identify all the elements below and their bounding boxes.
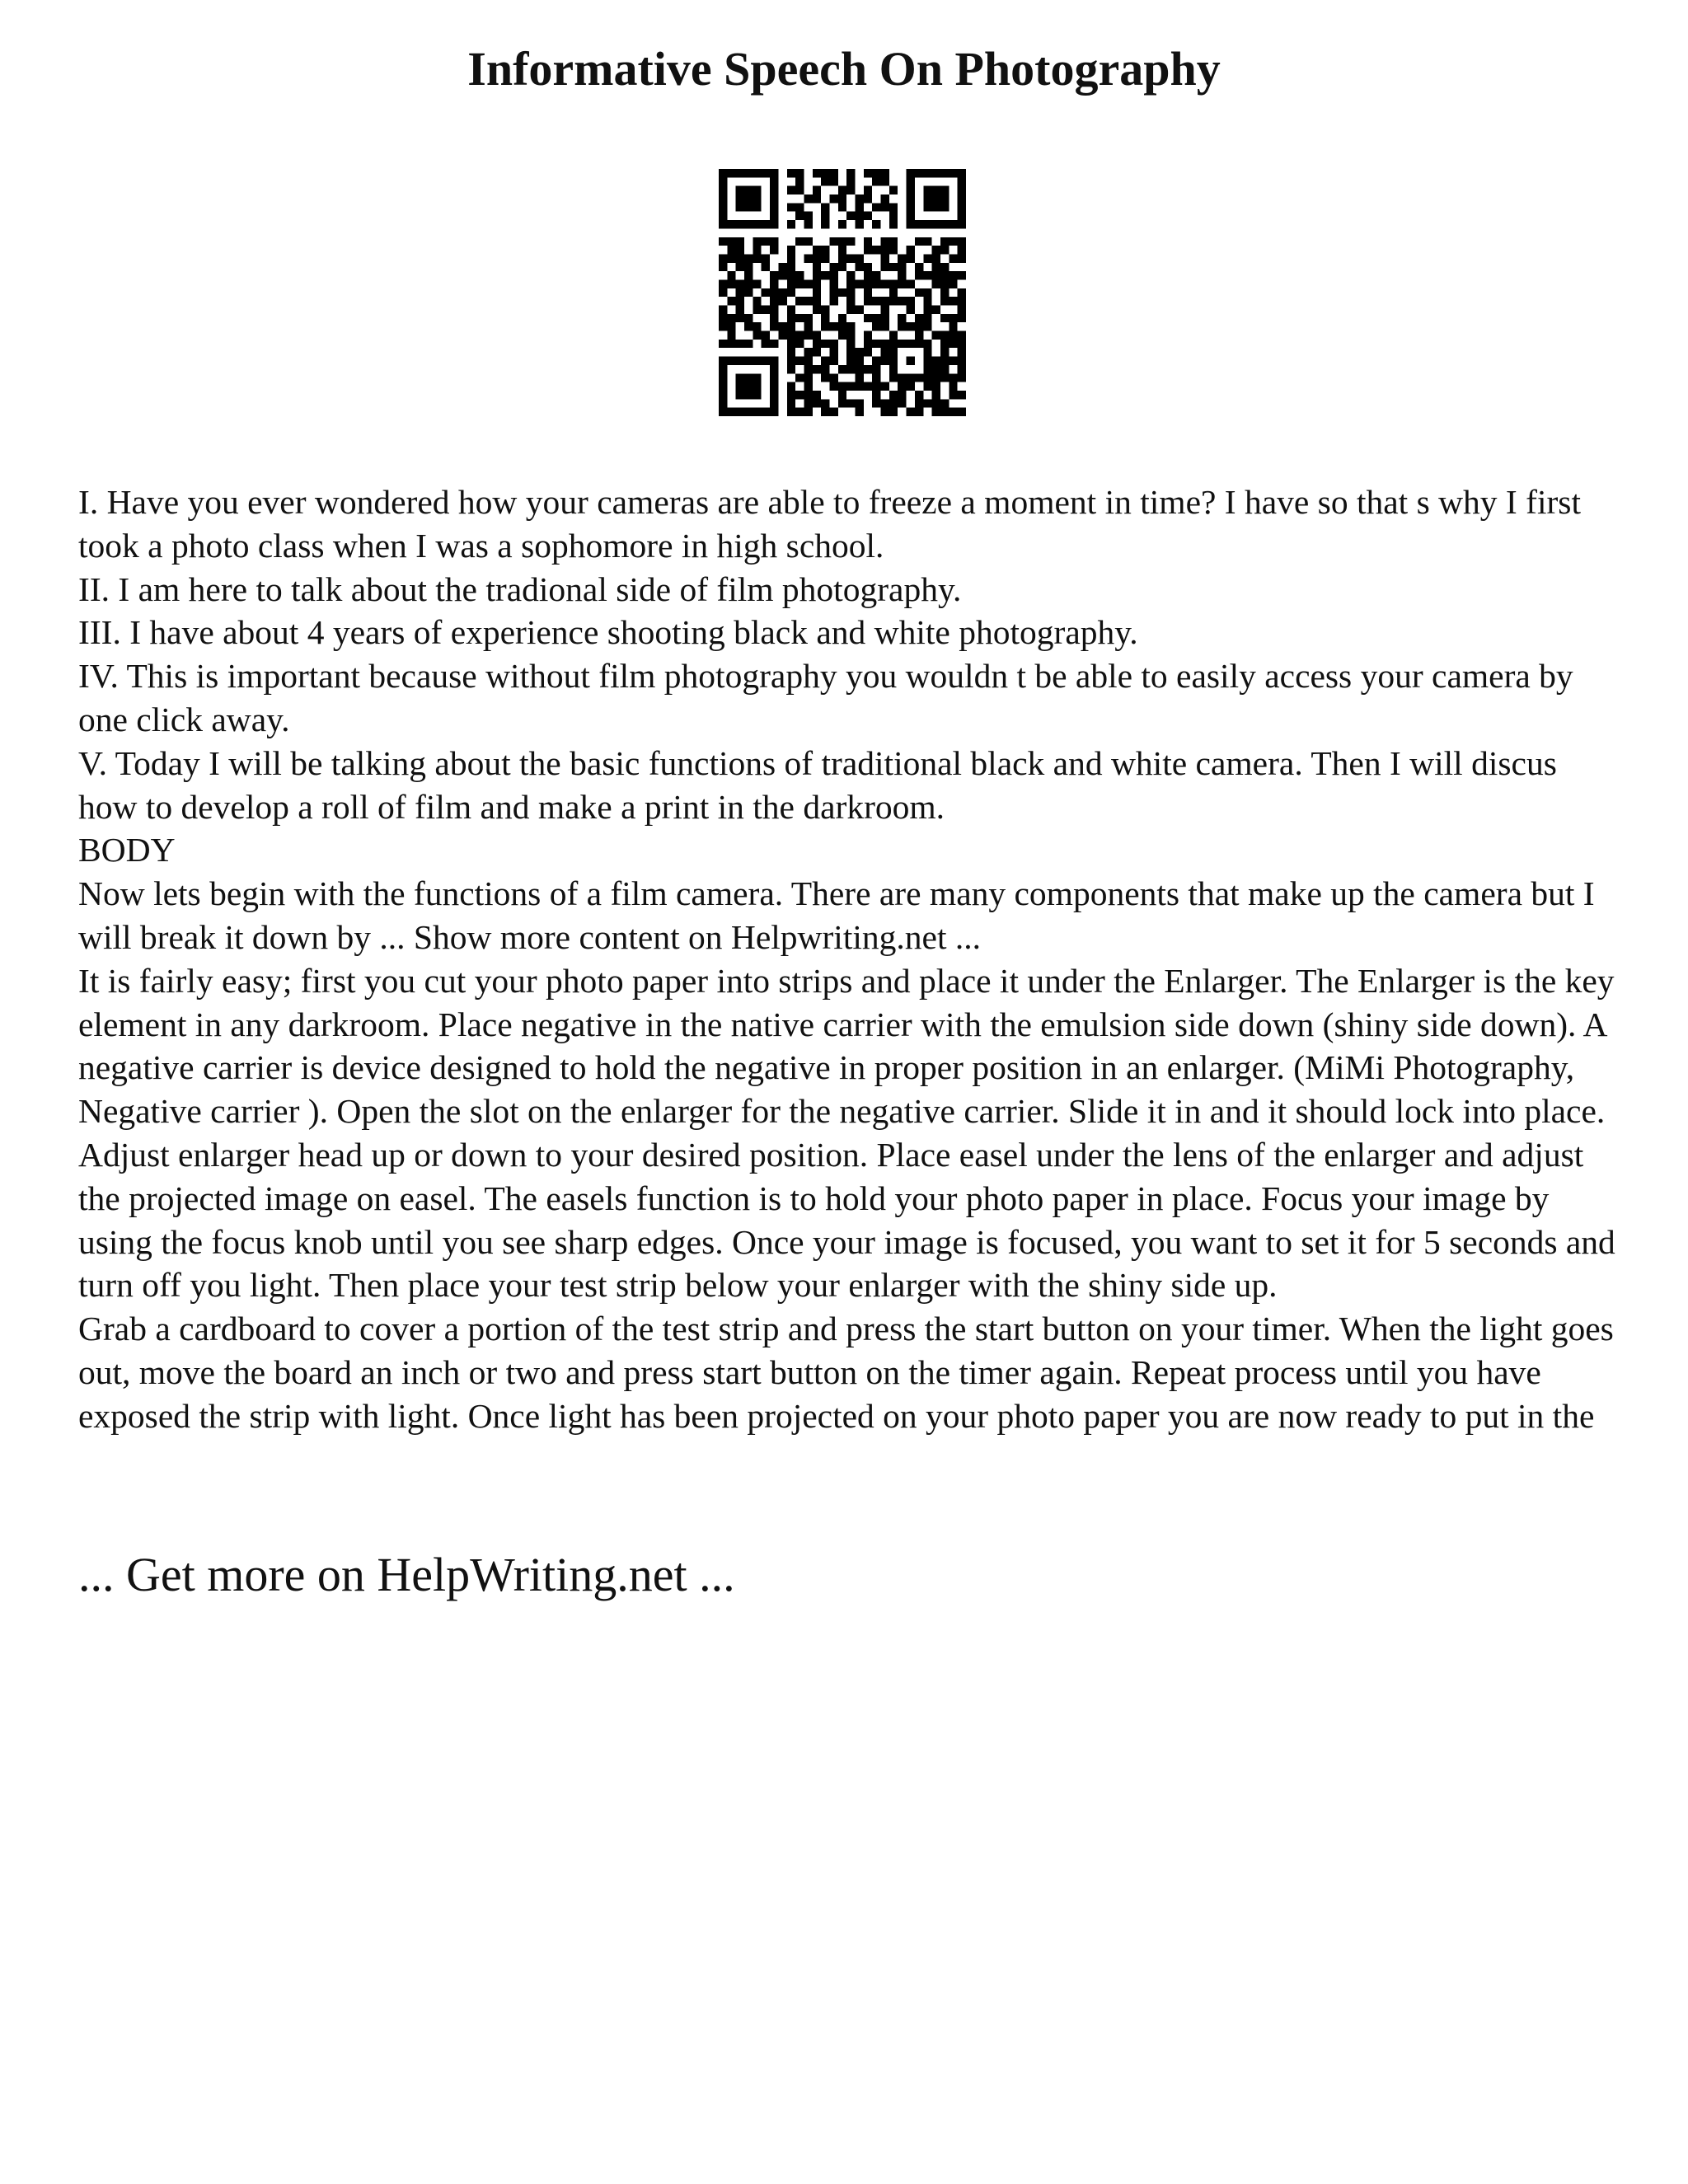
qr-code-icon[interactable] xyxy=(719,169,966,416)
page-title: Informative Speech On Photography xyxy=(467,42,1221,96)
paragraph-intro-3: III. I have about 4 years of experience shooting black and white photography. xyxy=(78,613,1138,652)
speech-body xyxy=(78,480,1620,1438)
paragraph-body-2: It is fairly easy; first you cut your photo paper into strips and place it under the Enlarger. The Enlarger is the key element in any darkroom. Place negative in the native carrier with the emulsion side down (shiny side down). A negative carrier is device designed to hold the negative in proper position in an enlarger. (MiMi Photography, Negative carrier ). Open the slot on the enlarger for the negative carrier. Slide it in and it should lock into place. Adjust enlarger head up or down to your desired position. Place easel under the lens of the enlarger and adjust the projected image on easel. The easels function is to hold your photo paper in place. Focus your image by using the focus knob until you see sharp edges. Once your image is focused, you want to set it for 5 seconds and turn off you light. Then place your test strip below your enlarger with the shiny side up. xyxy=(78,961,1615,1305)
paragraph-body-1: Now lets begin with the functions of a film camera. There are many components that make up the camera but I will break it down by ... Show more content on Helpwriting.net ... xyxy=(78,874,1595,956)
paragraph-intro-1: I. Have you ever wondered how your cameras are able to freeze a moment in time? I have so that s why I first took a photo class when I was a sophomore in high school. xyxy=(78,483,1581,565)
paragraph-intro-4: IV. This is important because without film photography you wouldn t be able to easily access your camera by one click away. xyxy=(78,657,1573,738)
paragraph-intro-2: II. I am here to talk about the tradional side of film photography. xyxy=(78,569,962,608)
section-heading-body: BODY xyxy=(78,831,176,869)
paragraph-intro-5: V. Today I will be talking about the basic functions of traditional black and white camera. Then I will discus how to develop a roll of film and make a print in the darkroom. xyxy=(78,743,1557,826)
get-more-link[interactable]: ... Get more on HelpWriting.net ... xyxy=(78,1548,735,1601)
paragraph-body-3: Grab a cardboard to cover a portion of the test strip and press the start button on your timer. When the light goes out, move the board an inch or two and press start button on the timer again. Repeat process until you have exposed the strip with light. Once light has been projected on your photo paper you are now ready to put in the xyxy=(78,1310,1614,1435)
